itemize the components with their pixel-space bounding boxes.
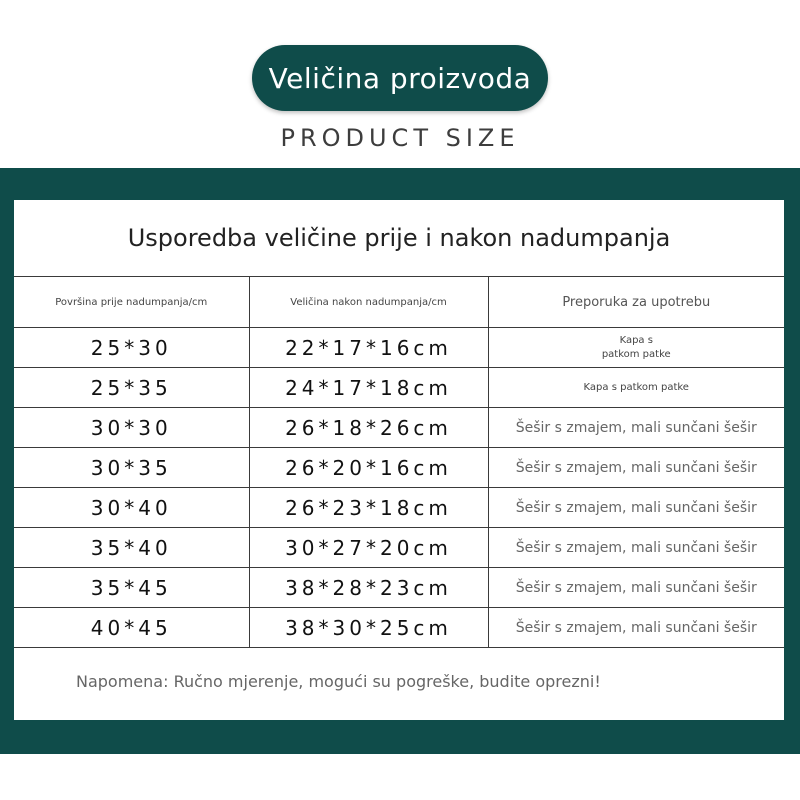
cell-recommendation: Kapa s patkom patke [488,368,784,408]
cell-size-after: 38*30*25cm [249,608,488,648]
table-row [14,488,784,528]
column-header-before: Površina prije nadumpanja/cm [14,277,249,328]
column-header-after: Veličina nakon nadumpanja/cm [249,277,488,328]
table-row [14,608,784,648]
cell-size-after: 24*17*18cm [249,368,488,408]
table-row [14,328,784,368]
title-pill [252,45,548,111]
table-row [14,448,784,488]
cell-size-after: 38*28*23cm [249,568,488,608]
cell-size-before: 35*45 [14,568,249,608]
size-table-card [14,200,784,720]
cell-recommendation: Šešir s zmajem, mali sunčani šešir [488,488,784,528]
cell-size-before: 25*35 [14,368,249,408]
cell-size-after: 26*18*26cm [249,408,488,448]
cell-size-before: 30*35 [14,448,249,488]
table-row [14,408,784,448]
table-row [14,568,784,608]
cell-size-after: 22*17*16cm [249,328,488,368]
table-header-row [14,277,784,328]
size-table [14,276,784,648]
cell-size-before: 40*45 [14,608,249,648]
cell-recommendation: Šešir s zmajem, mali sunčani šešir [488,568,784,608]
cell-recommendation: Šešir s zmajem, mali sunčani šešir [488,448,784,488]
table-row [14,368,784,408]
cell-recommendation: Kapa s patkom patke [488,328,784,368]
cell-size-after: 30*27*20cm [249,528,488,568]
cell-size-before: 25*30 [14,328,249,368]
table-title: Usporedba veličine prije i nakon nadumpanja [127,224,671,252]
cell-size-before: 30*30 [14,408,249,448]
page-subtitle: PRODUCT SIZE [280,124,520,152]
measurement-note: Napomena: Ručno mjerenje, mogući su pogreške, budite oprezni! [76,672,601,691]
cell-recommendation: Šešir s zmajem, mali sunčani šešir [488,608,784,648]
cell-size-before: 35*40 [14,528,249,568]
table-row [14,528,784,568]
cell-recommendation: Šešir s zmajem, mali sunčani šešir [488,408,784,448]
cell-size-after: 26*23*18cm [249,488,488,528]
cell-recommendation: Šešir s zmajem, mali sunčani šešir [488,528,784,568]
page-title: Veličina proizvoda [268,61,532,95]
cell-size-before: 30*40 [14,488,249,528]
column-header-recommendation: Preporuka za upotrebu [488,277,784,328]
cell-size-after: 26*20*16cm [249,448,488,488]
